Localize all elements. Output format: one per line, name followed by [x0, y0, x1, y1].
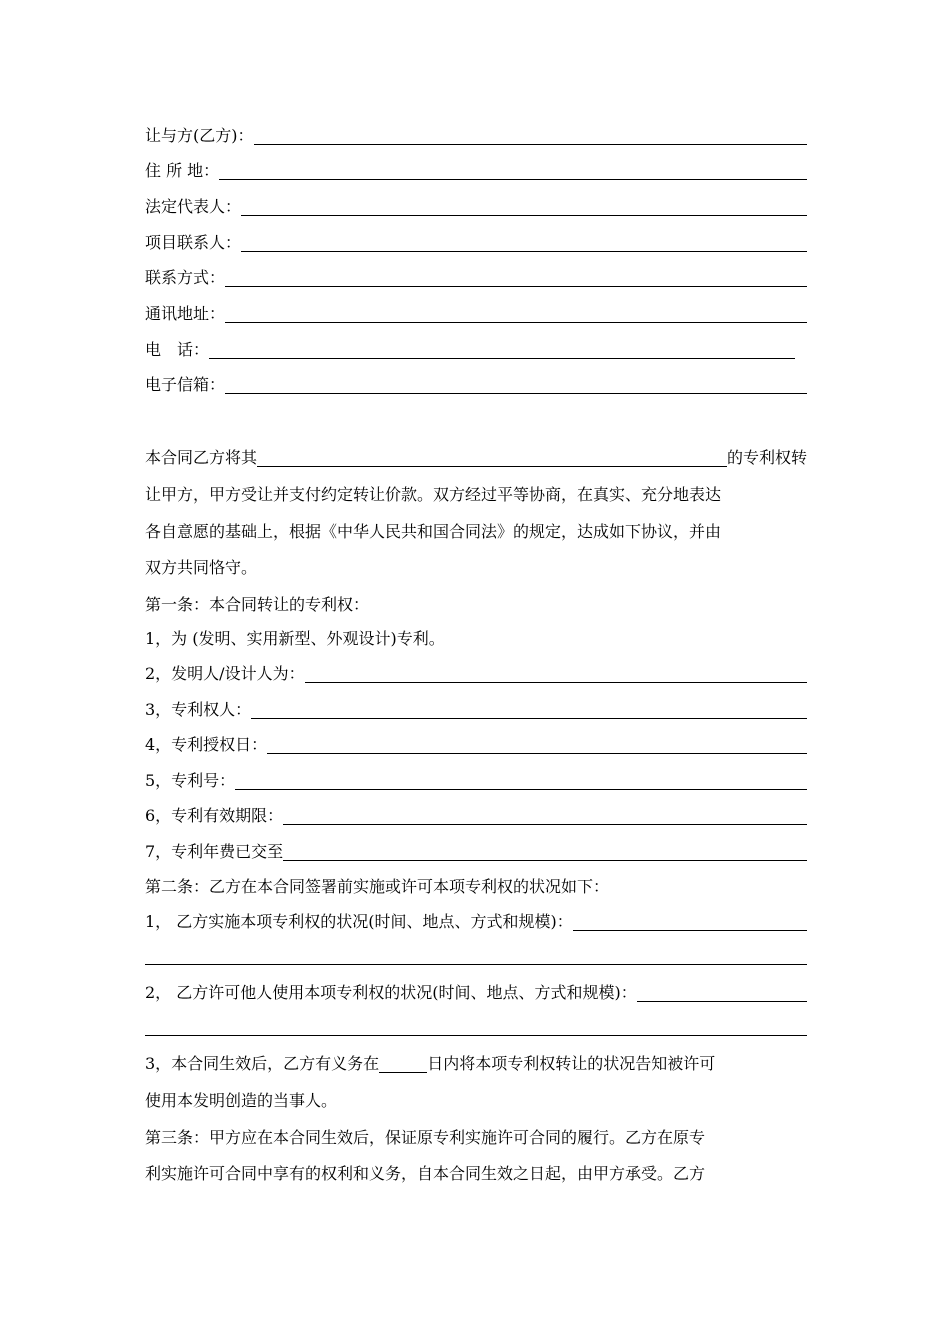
- phone-field: [145, 336, 795, 362]
- fill-in-blank[interactable]: [254, 122, 808, 145]
- field-label: 2，发明人/设计人为：: [145, 664, 305, 683]
- preamble-line-1: [145, 444, 807, 470]
- preamble-line-2: 让甲方，甲方受让并支付约定转让价款。双方经过平等协商，在真实、充分地表达: [145, 485, 722, 504]
- field-label: 5，专利号：: [145, 771, 236, 790]
- field-label: 7，专利年费已交至: [145, 842, 284, 861]
- fill-in-blank[interactable]: [267, 731, 807, 754]
- fill-in-blank[interactable]: [219, 157, 807, 180]
- field-label: 电子信箱：: [145, 375, 226, 394]
- field-label: 6，专利有效期限：: [145, 806, 284, 825]
- article-1-item-1: 1，为 (发明、实用新型、外观设计)专利。: [145, 629, 445, 648]
- preamble-line-4: 双方共同恪守。: [145, 558, 258, 577]
- mail-address-field: [145, 300, 807, 326]
- field-label: 联系方式：: [145, 268, 226, 287]
- legal-representative-field: [145, 193, 807, 219]
- license-status-continuation-line[interactable]: [145, 1035, 807, 1036]
- article-3-line-1: 第三条：甲方应在本合同生效后，保证原专利实施许可合同的履行。乙方在原专: [145, 1128, 706, 1147]
- preamble-tail-text: 的专利权转: [726, 448, 807, 467]
- notification-days-field: [145, 1050, 807, 1076]
- implementation-status-field: [145, 908, 807, 934]
- article-2-item-3-line-2: 使用本发明创造的当事人。: [145, 1091, 338, 1110]
- field-label: 法定代表人：: [145, 197, 242, 216]
- validity-period-field: [145, 802, 807, 828]
- assignee-name-field: [145, 122, 807, 148]
- patent-name-blank[interactable]: [257, 444, 727, 467]
- fill-in-blank[interactable]: [225, 371, 807, 394]
- annual-fee-field: [145, 838, 807, 864]
- contact-method-field: [145, 264, 807, 290]
- implementation-status-continuation-line[interactable]: [145, 964, 807, 965]
- field-label: 3，专利权人：: [145, 700, 252, 719]
- field-label: 2， 乙方许可他人使用本项专利权的状况(时间、地点、方式和规模)：: [145, 983, 637, 1002]
- preamble-line-3: 各自意愿的基础上，根据《中华人民共和国合同法》的规定，达成如下协议，并由: [145, 522, 722, 541]
- field-label: 项目联系人：: [145, 233, 242, 252]
- fill-in-blank[interactable]: [573, 908, 807, 931]
- field-label: 电 话：: [145, 340, 210, 359]
- field-tail-text: 日内将本项专利权转让的状况告知被许可: [427, 1054, 716, 1073]
- grant-date-field: [145, 731, 807, 757]
- field-label: 让与方(乙方)：: [145, 126, 254, 145]
- field-label: 4，专利授权日：: [145, 735, 268, 754]
- fill-in-blank[interactable]: [241, 229, 807, 252]
- license-status-field: [145, 979, 807, 1005]
- field-label: 3，本合同生效后，乙方有义务在: [145, 1054, 380, 1073]
- field-label: 通讯地址：: [145, 304, 226, 323]
- fill-in-blank[interactable]: [251, 696, 807, 719]
- email-field: [145, 371, 807, 397]
- fill-in-blank[interactable]: [235, 767, 807, 790]
- preamble-lead-text: 本合同乙方将其: [145, 448, 258, 467]
- fill-in-blank[interactable]: [225, 264, 807, 287]
- field-label: 1， 乙方实施本项专利权的状况(时间、地点、方式和规模)：: [145, 912, 573, 931]
- patent-number-field: [145, 767, 807, 793]
- fill-in-blank[interactable]: [241, 193, 807, 216]
- fill-in-blank[interactable]: [637, 979, 807, 1002]
- days-blank[interactable]: [379, 1050, 427, 1073]
- fill-in-blank[interactable]: [283, 802, 807, 825]
- fill-in-blank[interactable]: [283, 838, 807, 861]
- article-3-line-2: 利实施许可合同中享有的权利和义务，自本合同生效之日起，由甲方承受。乙方: [145, 1164, 706, 1183]
- fill-in-blank[interactable]: [305, 660, 807, 683]
- field-label: 住 所 地：: [145, 161, 220, 180]
- article-2-heading: 第二条：乙方在本合同签署前实施或许可本项专利权的状况如下：: [145, 877, 610, 896]
- patentee-field: [145, 696, 807, 722]
- inventor-field: [145, 660, 807, 686]
- fill-in-blank[interactable]: [225, 300, 807, 323]
- article-1-heading: 第一条：本合同转让的专利权：: [145, 595, 370, 614]
- assignee-address-field: [145, 157, 807, 183]
- fill-in-blank[interactable]: [209, 336, 795, 359]
- project-contact-field: [145, 229, 807, 255]
